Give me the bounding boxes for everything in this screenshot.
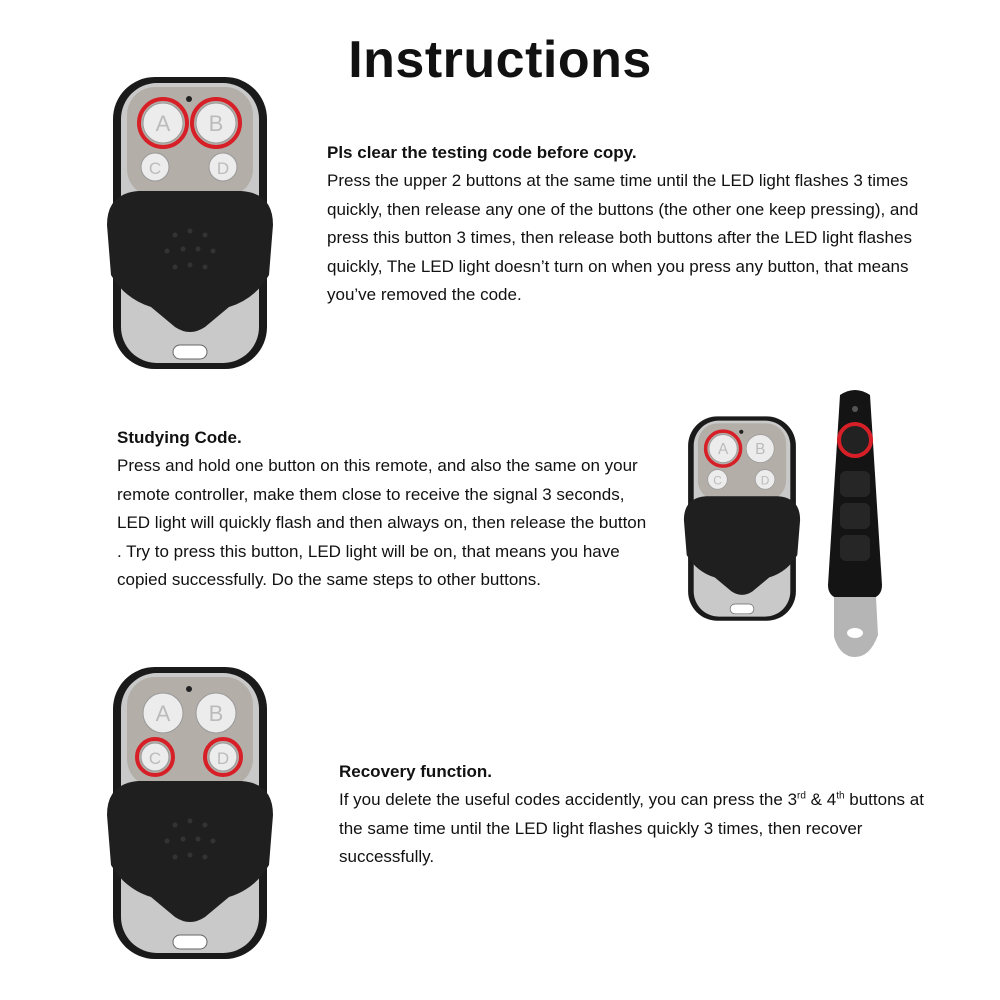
svg-text:C: C: [148, 159, 162, 178]
button-c-icon: [141, 153, 169, 181]
button-a-icon: [139, 99, 187, 147]
button-b-icon: [192, 99, 240, 147]
svg-text:B: B: [755, 441, 766, 459]
remote-image-clear: [105, 75, 275, 375]
svg-text:A: A: [717, 441, 729, 459]
section-body: If you delete the useful codes accidently, you can press the 3rd & 4th buttons at the same time until the LED light flashes quickly 3 times, then recover successfully.: [339, 790, 924, 866]
svg-text:D: D: [216, 159, 230, 178]
svg-text:B: B: [208, 701, 224, 726]
svg-text:A: A: [155, 701, 171, 726]
svg-text:A: A: [155, 111, 171, 136]
section-heading: Recovery function.: [339, 762, 493, 781]
page-title: Instructions: [348, 31, 652, 89]
section-body: Press the upper 2 buttons at the same time until the LED light flashes 3 times quickly, then release any one of the buttons (the other one keep pressing), and press this button 3 times, then release both buttons after the LED light flashes quickly, The LED light doesn’t turn on when you press any button, that means you’ve removed the code.: [327, 171, 919, 304]
section-body: Press and hold one button on this remote, and also the same on your remote controller, make them close to receive the signal 3 seconds, LED light will quickly flash and then always on, then release the button . Try to press this button, LED light will be on, that means you have copied successfully. Do the same steps to other buttons.: [117, 456, 647, 589]
section-heading: Studying Code.: [117, 428, 242, 447]
button-d-icon: [209, 153, 237, 181]
section-heading: Pls clear the testing code before copy.: [327, 143, 637, 162]
svg-text:C: C: [713, 473, 722, 488]
section-recovery: [339, 762, 939, 872]
section-studying-code: [117, 428, 652, 595]
svg-text:D: D: [760, 473, 770, 488]
svg-text:D: D: [216, 749, 230, 768]
remote-image-slim: [820, 385, 890, 660]
section-clear-code: [327, 143, 947, 310]
remote-image-recovery: [105, 665, 275, 965]
svg-text:B: B: [208, 111, 224, 136]
remote-image-copy-small: [676, 415, 808, 625]
svg-text:C: C: [148, 749, 162, 768]
